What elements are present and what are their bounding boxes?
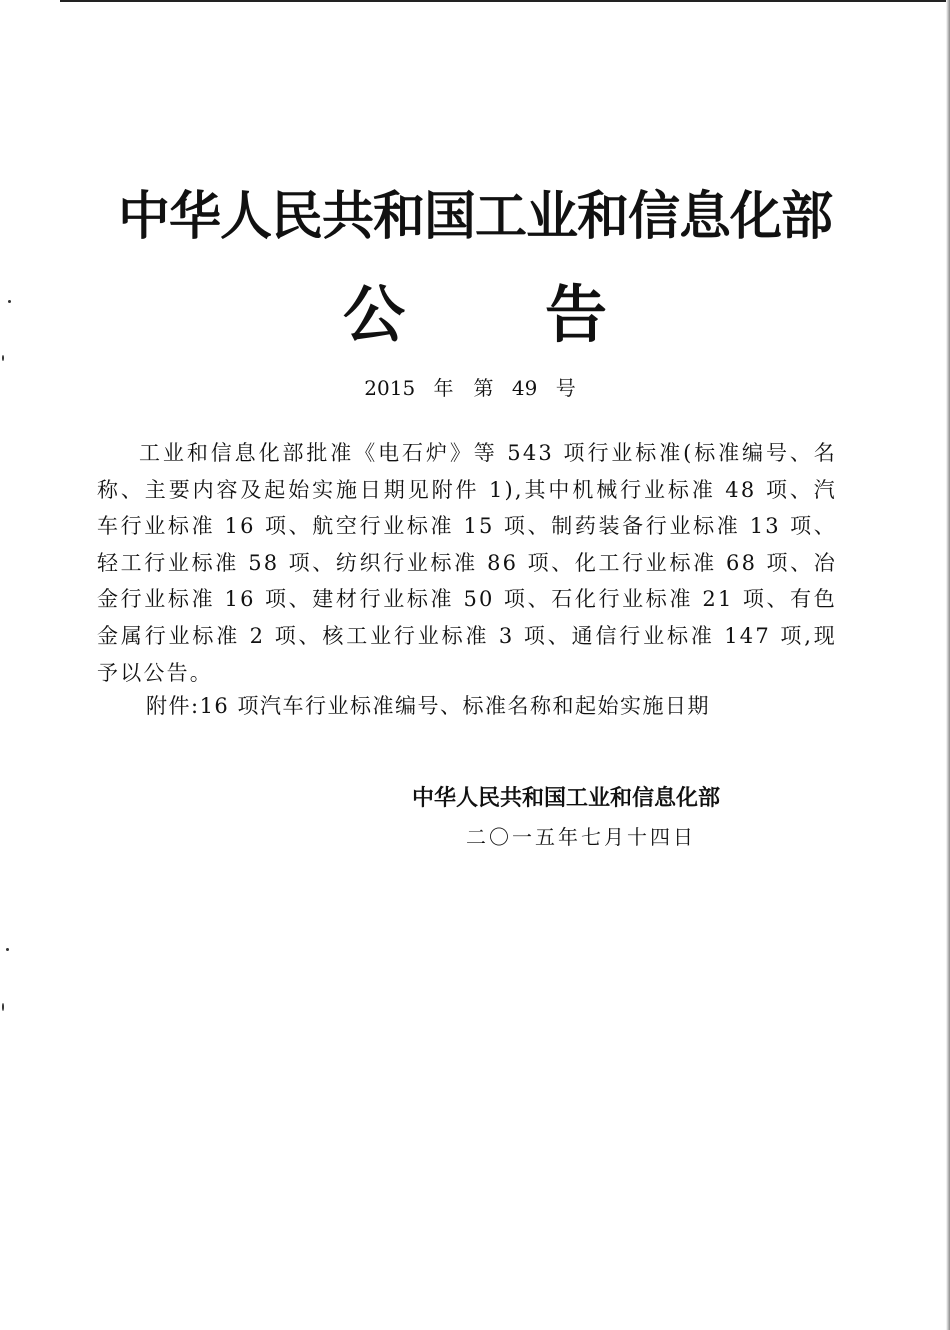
scan-speck <box>2 355 4 361</box>
scan-top-edge-line <box>60 0 950 2</box>
scan-speck <box>2 1003 4 1011</box>
notice-title-char-1: 公 <box>342 278 405 351</box>
issuing-organization-title: 中华人民共和国工业和信息化部 <box>117 187 832 247</box>
announcement-body-paragraph: 工业和信息化部批准《电石炉》等 543 项行业标准(标准编号、名称、主要内容及起始实施日期见附件 1),其中机械行业标准 48 项、汽车行业标准 16 项、航空行业标准 15 项、制药装备行业标准 13 项、轻工行业标准 58 项、纺织行业标准 86 项、化工行业标准 68 项、冶金行业标准 16 项、建材行业标准 50 项、石化行业标准 21 项、有色金属行业标准 2 项、核工业行业标准 3 项、通信行业标准 147 项,现予以公告。 <box>97 441 837 685</box>
signature-organization: 中华人民共和国工业和信息化部 <box>412 786 721 811</box>
scan-speck <box>6 948 9 951</box>
issue-number: 2015 年 第 49 号 <box>364 376 576 400</box>
signature-date: 二〇一五年七月十四日 <box>466 825 696 849</box>
attachment-note: 附件:16 项汽车行业标准编号、标准名称和起始实施日期 <box>146 694 710 718</box>
notice-title-char-2: 告 <box>545 278 608 351</box>
notice-title <box>0 276 950 354</box>
